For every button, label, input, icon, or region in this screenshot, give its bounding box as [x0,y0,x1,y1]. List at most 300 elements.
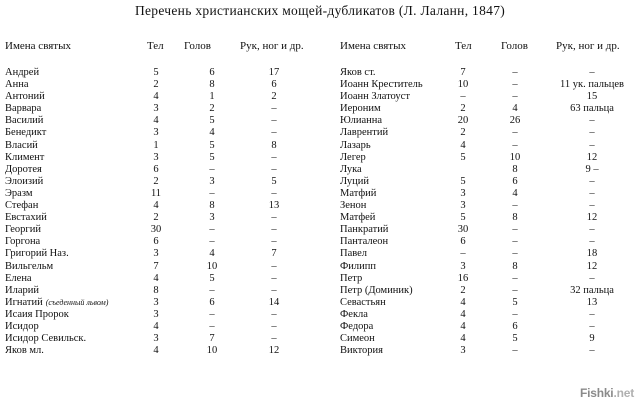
table-row [5,200,330,212]
table-row [5,140,330,152]
limbs-cell: 11 ук. пальцев [560,79,624,91]
limbs-cell: – [271,103,277,115]
saint-name-text: Павел [340,248,368,260]
saint-name-text: Матфей [340,212,376,224]
bodies-cell: 4 [460,296,466,308]
bodies-cell: 3 [460,200,466,212]
heads-cell: 3 [209,175,215,187]
saint-note: (съеденный львом) [45,297,109,307]
heads-cell: 3 [209,212,215,224]
limbs-cell: – [589,345,595,357]
table-row [5,309,330,321]
bodies-cell: 3 [153,103,159,115]
saint-name-text: Георгий [5,224,41,236]
watermark-logo [580,386,634,400]
saint-name-text: Петр (Доминик) [340,284,413,296]
saint-name [5,152,44,164]
heads-cell: 4 [512,103,518,115]
table-row [340,273,635,285]
saint-name [5,115,43,127]
saint-name-text: Луций [340,175,369,187]
saint-name-text: Элоизий [5,175,44,187]
heads-cell: – [512,236,518,248]
saint-name [340,91,410,103]
watermark-text: Fishki [579,386,614,400]
bodies-cell: 2 [153,175,159,187]
table-row [340,200,635,212]
heads-cell: – [512,67,518,78]
bodies-cell: 3 [153,151,159,163]
saint-name-text: Лазарь [340,139,371,151]
bodies-cell: 8 [153,284,159,296]
limbs-cell: – [589,308,595,320]
limbs-cell: 12 [586,212,598,224]
limbs-cell: 15 [586,91,598,103]
bodies-cell: 11 [150,187,162,199]
bodies-cell: 4 [460,308,466,320]
bodies-cell: 3 [153,308,159,320]
heads-cell: 5 [209,272,215,284]
heads-cell: 8 [209,200,215,212]
saint-name [340,176,369,188]
table-row [5,345,330,357]
saint-name-text: Виктория [340,345,383,357]
saint-name [5,236,40,248]
bodies-cell: 3 [460,187,466,199]
watermark-suffix: .net [613,386,634,400]
limbs-cell: – [271,308,277,320]
heads-cell: – [512,248,518,260]
saint-name-text: Иероним [340,103,381,115]
table-row [340,188,635,200]
header-names-left: Имена святых [5,40,71,52]
saint-name [5,224,41,236]
table-row [5,212,330,224]
limbs-cell: – [589,175,595,187]
table-row [340,152,635,164]
bodies-cell: 10 [457,79,469,91]
saint-name-text: Григорий Наз. [5,248,69,260]
table-row [5,67,330,79]
saint-name [5,103,41,115]
table-row [340,285,635,297]
saint-name [5,273,32,285]
saint-name-text: Климент [5,151,45,163]
heads-cell: 5 [209,139,215,151]
bodies-cell: 2 [460,103,466,115]
table-row [340,176,635,188]
saint-name-text: Исидор [5,320,39,332]
limbs-cell: 9 [589,333,595,345]
table-row [340,345,635,357]
saint-name [5,261,53,273]
saint-name-text: Варвара [5,103,42,115]
saint-name [5,345,44,357]
saint-name [5,127,46,139]
limbs-cell: – [271,127,277,139]
saint-name [5,140,38,152]
limbs-cell: 13 [268,200,280,212]
table-row [5,321,330,333]
saint-name-text: Панкратий [340,224,389,236]
table-row [5,285,330,297]
table-row [340,333,635,345]
bodies-cell: 4 [460,139,466,151]
table-row [340,248,635,260]
heads-cell: – [512,127,518,139]
limbs-cell: – [589,224,595,236]
heads-cell: 4 [209,248,215,260]
limbs-cell: 14 [268,296,280,308]
bodies-cell: 2 [460,127,466,139]
limbs-cell: – [271,151,277,163]
saint-name-text: Иларий [5,284,39,296]
saint-name [340,333,375,345]
saint-name-text: Юлианна [340,115,383,127]
saint-name-text: Стефан [5,200,39,212]
saint-name-text: Иоанн Креститель [340,79,423,91]
heads-cell: – [209,284,215,296]
limbs-cell: – [589,127,595,139]
heads-cell: – [209,163,215,175]
heads-cell: – [512,272,518,284]
bodies-cell: 7 [153,260,159,272]
table-row [340,79,635,91]
table-row [5,91,330,103]
bodies-cell: 5 [460,151,466,163]
saint-name [340,273,362,285]
saint-name [5,176,43,188]
saint-name [340,79,423,91]
saint-name [5,67,39,79]
heads-cell: 5 [512,333,518,345]
bodies-cell: 2 [153,212,159,224]
bodies-cell: 1 [153,139,159,151]
saint-name-text: Анна [5,79,29,91]
limbs-cell: 6 [271,79,277,91]
saint-name-text: Горгона [5,236,41,248]
saint-name [5,333,86,345]
table-right [340,67,635,357]
limbs-cell: – [271,212,277,224]
bodies-cell: 4 [153,200,159,212]
saint-name-text: Эразм [5,187,33,199]
saint-name [340,285,413,297]
table-row [340,103,635,115]
limbs-cell: – [271,236,277,248]
limbs-cell: – [589,187,595,199]
limbs-cell: – [589,272,595,284]
table-row [340,261,635,273]
table-row [5,127,330,139]
bodies-cell: 4 [153,345,159,357]
heads-cell: 2 [209,103,215,115]
table-row [340,67,635,79]
saint-name [340,115,382,127]
bodies-cell: – [460,248,466,260]
heads-cell: 6 [209,296,215,308]
table-row [340,297,635,309]
table-row [5,115,330,127]
saint-name [340,140,371,152]
limbs-cell: 63 пальца [570,103,614,115]
table-row [5,273,330,285]
saint-name [5,79,28,91]
bodies-cell: 5 [460,212,466,224]
saint-name [340,212,375,224]
heads-cell: 7 [209,333,215,345]
header-bodies-right: Тел [455,40,472,52]
heads-cell: – [512,308,518,320]
saint-name-text: Власий [5,139,38,151]
saint-name [5,164,42,176]
heads-cell: – [209,320,215,332]
heads-cell: – [512,345,518,357]
table-row [5,103,330,115]
saint-name [5,321,39,333]
saint-name [340,261,376,273]
limbs-cell: 12 [268,345,280,357]
heads-cell: – [512,200,518,212]
header-bodies-left: Тел [147,40,164,52]
bodies-cell: 30 [150,224,162,236]
saint-name [5,188,33,200]
heads-cell: – [209,308,215,320]
bodies-cell: 4 [153,91,159,103]
saint-name [340,236,388,248]
heads-cell: – [512,91,518,103]
limbs-cell: 18 [586,248,598,260]
limbs-cell: 17 [268,67,280,78]
header-limbs-left: Рук, ног и др. [240,40,304,52]
heads-cell: 8 [209,79,215,91]
table-row [340,321,635,333]
limbs-cell: 2 [271,91,277,103]
saint-name-text: Яков мл. [5,345,44,357]
bodies-cell: 5 [153,67,159,78]
saint-name-text: Симеон [340,333,375,345]
limbs-cell: 5 [271,175,277,187]
table-row [340,309,635,321]
limbs-cell: – [271,163,277,175]
heads-cell: 5 [209,115,215,127]
saint-name [5,91,45,103]
saint-name-text: Филипп [340,260,377,272]
heads-cell: – [512,284,518,296]
table-row [5,152,330,164]
table-row [5,79,330,91]
page-title: Перечень христианских мощей-дубликатов (Л. Лаланн, 1847) [134,3,506,18]
heads-cell: 10 [206,345,218,357]
saint-name [5,309,69,321]
bodies-cell: – [460,91,466,103]
header-heads-left: Голов [184,40,211,52]
bodies-cell: 3 [460,345,466,357]
bodies-cell: 3 [153,248,159,260]
bodies-cell: 4 [153,115,159,127]
limbs-cell: – [271,272,277,284]
limbs-cell: – [271,260,277,272]
limbs-cell: – [589,320,595,332]
limbs-cell: – [589,200,595,212]
table-row [5,236,330,248]
heads-cell: – [209,236,215,248]
heads-cell: 5 [512,296,518,308]
bodies-cell: 6 [460,236,466,248]
saint-name-text: Антоний [5,91,45,103]
table-row [5,261,330,273]
table-row [340,224,635,236]
heads-cell: – [512,224,518,236]
saint-name [340,164,362,176]
saint-name-text: Евстахий [5,212,47,224]
bodies-cell: 3 [460,260,466,272]
bodies-cell: 2 [460,284,466,296]
bodies-cell: 4 [153,272,159,284]
saint-name [340,309,368,321]
limbs-cell: 32 пальца [570,284,614,296]
saint-name [340,103,381,115]
saint-name-text: Игнатий [5,296,43,308]
bodies-cell: 4 [153,320,159,332]
limbs-cell: – [271,187,277,199]
limbs-cell: 7 [271,248,277,260]
heads-cell: 1 [209,91,215,103]
bodies-cell: 20 [457,115,469,127]
limbs-cell: – [271,224,277,236]
saint-name [340,321,373,333]
saint-name-text: Бенедикт [5,127,47,139]
bodies-cell: 30 [457,224,469,236]
heads-cell: – [209,224,215,236]
saint-name [340,297,386,309]
heads-cell: 10 [206,260,218,272]
limbs-cell: 9 – [585,163,599,175]
limbs-cell: – [271,115,277,127]
heads-cell: 8 [512,212,518,224]
saint-name-text: Исидор Севильск. [5,333,87,345]
heads-cell: – [512,79,518,91]
heads-cell: 6 [209,67,215,78]
saint-name [5,285,39,297]
table-row [340,91,635,103]
table-row [5,224,330,236]
table-row [5,164,330,176]
limbs-cell: – [271,333,277,345]
table-row [340,115,635,127]
saint-name-text: Петр [340,272,363,284]
saint-name-text: Доротея [5,163,42,175]
limbs-cell: 8 [271,139,277,151]
table-row [340,164,635,176]
bodies-cell: 7 [460,67,466,78]
limbs-cell: – [589,115,595,127]
saint-name [5,200,38,212]
saint-name-text: Легер [340,151,366,163]
heads-cell: 6 [512,320,518,332]
header-names-right: Имена святых [340,40,406,52]
saint-name-text: Исаия Пророк [5,308,69,320]
table-row [5,188,330,200]
header-heads-right: Голов [501,40,528,52]
bodies-cell: 3 [153,333,159,345]
saint-name [340,188,376,200]
heads-cell: 8 [512,163,518,175]
table-row [340,236,635,248]
heads-cell: 4 [512,187,518,199]
table-row [5,248,330,260]
limbs-cell: 13 [586,296,598,308]
saint-name-text: Панталеон [340,236,389,248]
table-row [340,127,635,139]
bodies-cell: 3 [153,296,159,308]
saint-name [340,248,367,260]
heads-cell: 26 [509,115,521,127]
heads-cell: 4 [209,127,215,139]
saint-name-text: Андрей [5,67,40,78]
saint-name-text: Матфий [340,187,377,199]
saint-name [5,212,47,224]
table-row [5,297,330,309]
header-limbs-right: Рук, ног и др. [556,40,620,52]
saint-name-text: Лука [340,163,362,175]
table-row [5,333,330,345]
bodies-cell: 3 [153,127,159,139]
saint-name [5,248,69,260]
limbs-cell: – [589,236,595,248]
saint-name [340,224,388,236]
heads-cell: 8 [512,260,518,272]
limbs-cell: 12 [586,151,598,163]
saint-name-text: Федора [340,320,374,332]
limbs-cell: – [589,67,595,78]
limbs-cell: – [271,320,277,332]
saint-name [340,200,366,212]
limbs-cell: 12 [586,260,598,272]
saint-name [340,127,388,139]
saint-name [340,345,383,357]
heads-cell: – [209,187,215,199]
table-left [5,67,330,357]
saint-name-text: Зенон [340,200,367,212]
table-row [340,140,635,152]
bodies-cell: 6 [153,236,159,248]
bodies-cell: 2 [153,79,159,91]
bodies-cell: 16 [457,272,469,284]
saint-name-text: Вильгельм [5,260,54,272]
bodies-cell: 5 [460,175,466,187]
limbs-cell: – [589,139,595,151]
saint-name-text: Севастьян [340,296,386,308]
heads-cell: 6 [512,175,518,187]
saint-name-text: Лаврентий [340,127,389,139]
saint-name [340,67,376,79]
heads-cell: 10 [509,151,521,163]
saint-name [5,297,108,309]
saint-name-text: Яков ст. [340,67,376,78]
table-row [340,212,635,224]
table-row [5,176,330,188]
saint-name-text: Фекла [340,308,368,320]
heads-cell: 5 [209,151,215,163]
saint-name-text: Елена [5,272,32,284]
heads-cell: – [512,139,518,151]
limbs-cell: – [271,284,277,296]
saint-name-text: Иоанн Златоуст [340,91,410,103]
bodies-cell: 6 [153,163,159,175]
bodies-cell: 4 [460,320,466,332]
saint-name-text: Василий [5,115,44,127]
